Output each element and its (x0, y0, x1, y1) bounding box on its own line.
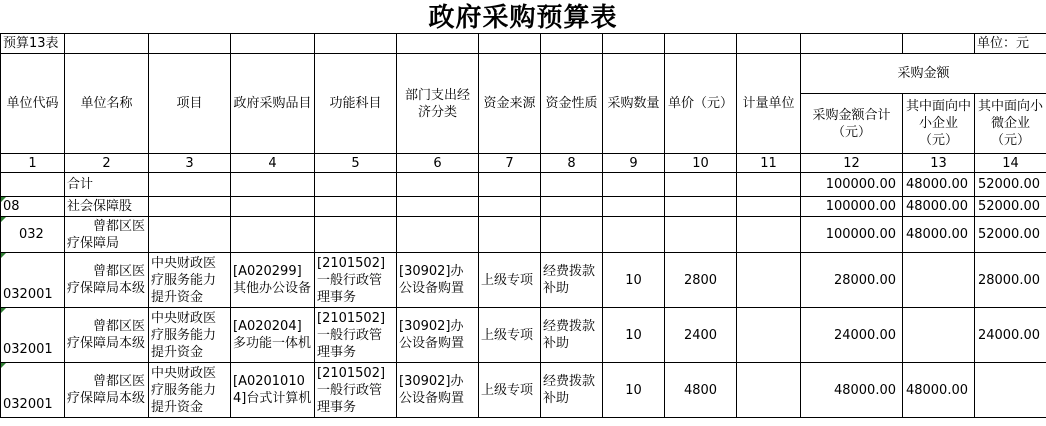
cell-func[interactable] (315, 197, 397, 217)
header-fund-nature[interactable]: 资金性质 (541, 54, 603, 154)
header-unit-code[interactable]: 单位代码 (1, 54, 65, 154)
cell-sme[interactable] (903, 308, 975, 363)
cell-total[interactable]: 100000.00 (801, 173, 903, 197)
cell-source[interactable] (479, 173, 541, 197)
cell-item[interactable] (231, 217, 315, 253)
cell-micro[interactable] (975, 363, 1046, 418)
cell-micro[interactable]: 52000.00 (975, 217, 1046, 253)
cell-source[interactable]: 上级专项 (479, 363, 541, 418)
cell-micro[interactable]: 52000.00 (975, 197, 1046, 217)
cell[interactable] (479, 34, 541, 54)
cell[interactable] (231, 34, 315, 54)
cell-unit-name[interactable]: 曾都区医疗保障局 (65, 217, 149, 253)
col-number[interactable]: 14 (975, 154, 1046, 173)
cell-nature[interactable] (541, 197, 603, 217)
cell[interactable] (665, 34, 737, 54)
header-quantity[interactable]: 采购数量 (603, 54, 665, 154)
cell-func[interactable]: [2101502]一般行政管理事务 (315, 308, 397, 363)
table-row (1, 253, 1046, 308)
cell-item[interactable]: [A02010104]台式计算机 (231, 363, 315, 418)
cell-qty[interactable]: 10 (603, 253, 665, 308)
cell-total[interactable]: 48000.00 (801, 363, 903, 418)
cell-qty[interactable]: 10 (603, 363, 665, 418)
col-number[interactable]: 7 (479, 154, 541, 173)
cell[interactable] (903, 34, 975, 54)
cell-qty[interactable] (603, 217, 665, 253)
cell-total[interactable]: 100000.00 (801, 197, 903, 217)
cell-unit-code[interactable]: 08 (1, 197, 65, 217)
col-number[interactable]: 11 (737, 154, 801, 173)
cell-price[interactable]: 2800 (665, 253, 737, 308)
cell-micro[interactable]: 52000.00 (975, 173, 1046, 197)
cell-econ[interactable]: [30902]办公设备购置 (397, 253, 479, 308)
cell-econ[interactable]: [30902]办公设备购置 (397, 363, 479, 418)
unit-cell[interactable]: 单位：元 (975, 34, 1046, 54)
cell-price[interactable] (665, 197, 737, 217)
cell-project[interactable]: 中央财政医疗服务能力提升资金 (149, 253, 231, 308)
header-measure-unit[interactable]: 计量单位 (737, 54, 801, 154)
cell-unit-code[interactable]: 032 (1, 217, 65, 253)
header-econ-class[interactable]: 部门支出经济分类 (397, 54, 479, 154)
col-number[interactable]: 3 (149, 154, 231, 173)
header-function-subject[interactable]: 功能科目 (315, 54, 397, 154)
cell-unit-name[interactable]: 社会保障股 (65, 197, 149, 217)
cell-micro[interactable]: 24000.00 (975, 308, 1046, 363)
cell-econ[interactable] (397, 197, 479, 217)
header-amount-group[interactable]: 采购金额 (801, 54, 1046, 94)
cell-sme[interactable] (903, 253, 975, 308)
cell[interactable] (315, 34, 397, 54)
cell-func[interactable] (315, 217, 397, 253)
cell-price[interactable]: 4800 (665, 363, 737, 418)
cell-func[interactable] (315, 173, 397, 197)
cell[interactable] (737, 34, 801, 54)
header-unit-name[interactable]: 单位名称 (65, 54, 149, 154)
cell[interactable] (603, 34, 665, 54)
cell-unit-code[interactable] (1, 173, 65, 197)
cell-price[interactable] (665, 217, 737, 253)
cell[interactable] (65, 34, 149, 54)
table-row (1, 217, 1046, 253)
cell-measure[interactable] (737, 197, 801, 217)
cell-measure[interactable] (737, 363, 801, 418)
header-micro[interactable]: 其中面向小微企业（元） (975, 94, 1046, 154)
header-procurement-item[interactable]: 政府采购品目 (231, 54, 315, 154)
meta-row (1, 34, 1046, 54)
cell-func[interactable]: [2101502]一般行政管理事务 (315, 253, 397, 308)
cell-item[interactable]: [A020204]多功能一体机 (231, 308, 315, 363)
cell-price[interactable]: 2400 (665, 308, 737, 363)
cell-item[interactable] (231, 197, 315, 217)
table-row (1, 363, 1046, 418)
cell[interactable] (801, 34, 903, 54)
cell-total[interactable]: 28000.00 (801, 253, 903, 308)
procurement-budget-table (0, 33, 1046, 418)
cell-measure[interactable] (737, 173, 801, 197)
cell-source[interactable]: 上级专项 (479, 253, 541, 308)
cell-econ[interactable] (397, 173, 479, 197)
col-number[interactable]: 9 (603, 154, 665, 173)
cell-unit-code[interactable]: 032001 (1, 363, 65, 418)
cell-measure[interactable] (737, 308, 801, 363)
cell-nature[interactable]: 经费拨款补助 (541, 308, 603, 363)
cell-sme[interactable]: 48000.00 (903, 197, 975, 217)
column-number-row (1, 154, 1046, 173)
cell-measure[interactable] (737, 253, 801, 308)
cell-econ[interactable] (397, 217, 479, 253)
cell-price[interactable] (665, 173, 737, 197)
col-number[interactable]: 13 (903, 154, 975, 173)
cell-sme[interactable]: 48000.00 (903, 173, 975, 197)
cell-econ[interactable]: [30902]办公设备购置 (397, 308, 479, 363)
cell-qty[interactable]: 10 (603, 308, 665, 363)
cell-sme[interactable]: 48000.00 (903, 217, 975, 253)
cell-qty[interactable] (603, 173, 665, 197)
cell-nature[interactable] (541, 173, 603, 197)
cell-func[interactable]: [2101502]一般行政管理事务 (315, 363, 397, 418)
col-number[interactable]: 2 (65, 154, 149, 173)
cell-unit-code[interactable]: 032001 (1, 308, 65, 363)
cell-item[interactable] (231, 173, 315, 197)
col-number[interactable]: 8 (541, 154, 603, 173)
table-id-cell[interactable]: 预算13表 (1, 34, 65, 54)
table-row (1, 173, 1046, 197)
cell-nature[interactable]: 经费拨款补助 (541, 253, 603, 308)
table-row (1, 197, 1046, 217)
cell-total[interactable]: 24000.00 (801, 308, 903, 363)
cell-source[interactable] (479, 197, 541, 217)
header-project[interactable]: 项目 (149, 54, 231, 154)
cell-item[interactable]: [A020299]其他办公设备 (231, 253, 315, 308)
cell-source[interactable]: 上级专项 (479, 308, 541, 363)
cell-project[interactable] (149, 197, 231, 217)
cell-project[interactable] (149, 173, 231, 197)
cell-micro[interactable]: 28000.00 (975, 253, 1046, 308)
table-row (1, 308, 1046, 363)
cell-unit-name[interactable]: 合计 (65, 173, 149, 197)
cell-unit-name[interactable]: 曾都区医疗保障局本级 (65, 253, 149, 308)
header-sme[interactable]: 其中面向中小企业（元） (903, 94, 975, 154)
col-number[interactable]: 6 (397, 154, 479, 173)
cell-qty[interactable] (603, 197, 665, 217)
cell-total[interactable]: 100000.00 (801, 217, 903, 253)
col-number[interactable]: 12 (801, 154, 903, 173)
header-fund-source[interactable]: 资金来源 (479, 54, 541, 154)
cell-project[interactable] (149, 217, 231, 253)
cell-sme[interactable]: 48000.00 (903, 363, 975, 418)
cell[interactable] (149, 34, 231, 54)
col-number[interactable]: 4 (231, 154, 315, 173)
cell[interactable] (397, 34, 479, 54)
cell-project[interactable]: 中央财政医疗服务能力提升资金 (149, 363, 231, 418)
col-number[interactable]: 1 (1, 154, 65, 173)
cell-measure[interactable] (737, 217, 801, 253)
header-amount-total[interactable]: 采购金额合计（元） (801, 94, 903, 154)
cell-nature[interactable] (541, 217, 603, 253)
cell[interactable] (541, 34, 603, 54)
cell-unit-code[interactable]: 032001 (1, 253, 65, 308)
cell-nature[interactable]: 经费拨款补助 (541, 363, 603, 418)
col-number[interactable]: 10 (665, 154, 737, 173)
header-row-1 (1, 54, 1046, 94)
cell-unit-name[interactable]: 曾都区医疗保障局本级 (65, 308, 149, 363)
cell-project[interactable]: 中央财政医疗服务能力提升资金 (149, 308, 231, 363)
cell-unit-name[interactable]: 曾都区医疗保障局本级 (65, 363, 149, 418)
cell-source[interactable] (479, 217, 541, 253)
header-unit-price[interactable]: 单价（元） (665, 54, 737, 154)
sheet-title: 政府采购预算表 (428, 3, 618, 33)
col-number[interactable]: 5 (315, 154, 397, 173)
